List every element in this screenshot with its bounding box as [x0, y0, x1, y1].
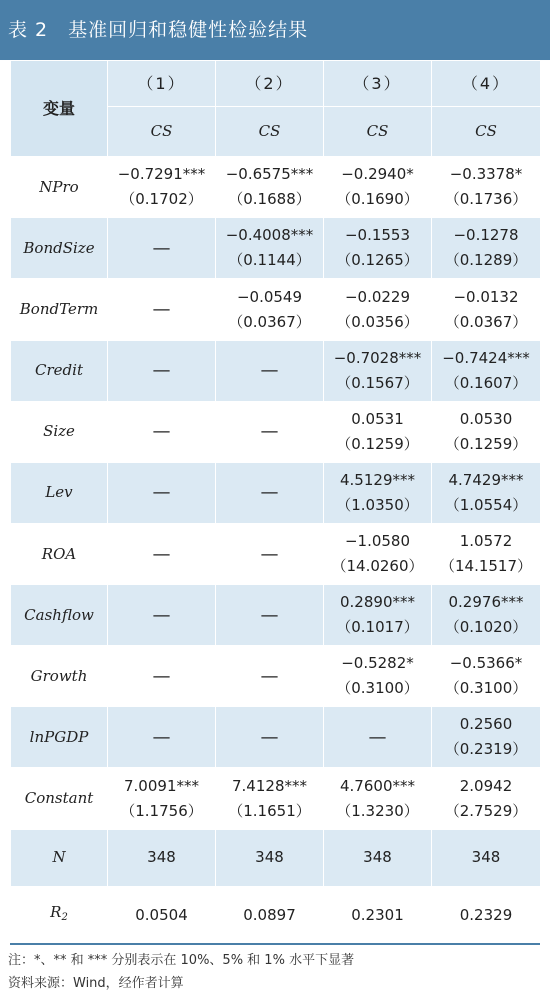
- standard-error-value: （0.1736）: [444, 190, 528, 209]
- coefficient-value: 0.0530: [459, 409, 513, 428]
- table-row: [11, 157, 541, 218]
- standard-error-value: （0.1688）: [228, 190, 311, 209]
- table-row: [11, 523, 541, 584]
- coefficient-value: 0.2890***: [340, 593, 415, 612]
- value-cell: [432, 462, 541, 523]
- table-row: [11, 768, 541, 829]
- variable-name: [11, 218, 108, 279]
- coefficient-value: 2.0942: [459, 776, 513, 795]
- coefficient-value: −0.5282*: [341, 654, 414, 673]
- value-cell: [108, 462, 216, 523]
- standard-error-value: （0.0367）: [444, 312, 528, 331]
- variable-label: Constant: [24, 789, 94, 808]
- header-column-4: （4）: [432, 61, 541, 107]
- standard-error-value: （0.3100）: [444, 679, 528, 698]
- value-cell: [108, 829, 216, 886]
- standard-error-value: （0.0367）: [228, 312, 311, 331]
- table-row: [11, 279, 541, 340]
- variable-label: R: [50, 903, 62, 922]
- coefficient-value: 0.0531: [351, 409, 404, 428]
- value-cell: [216, 829, 324, 886]
- table-row: [11, 886, 541, 944]
- coefficient-value: −0.3378*: [449, 165, 523, 184]
- standard-error-value: （1.3230）: [336, 801, 419, 820]
- value-cell: [324, 340, 432, 401]
- coefficient-value: 0.2301: [351, 905, 404, 924]
- coefficient-value: —: [152, 360, 171, 382]
- coefficient-value: −1.0580: [344, 532, 411, 551]
- value-cell: [432, 279, 541, 340]
- value-cell: [216, 462, 324, 523]
- value-cell: [108, 768, 216, 829]
- table-row: [11, 340, 541, 401]
- header-method-3: CS: [324, 107, 432, 157]
- value-cell: [324, 707, 432, 768]
- coefficient-value: −0.0132: [453, 287, 519, 306]
- value-cell: [432, 157, 541, 218]
- value-cell: [108, 279, 216, 340]
- variable-name: [11, 462, 108, 523]
- header-method-1: CS: [108, 107, 216, 157]
- value-cell: [108, 886, 216, 944]
- coefficient-value: 7.4128***: [232, 776, 307, 795]
- coefficient-value: −0.5366*: [449, 654, 523, 673]
- coefficient-value: 348: [471, 848, 501, 867]
- value-cell: [216, 279, 324, 340]
- variable-name: [11, 523, 108, 584]
- coefficient-value: —: [152, 237, 171, 259]
- standard-error-value: （0.0356）: [336, 312, 419, 331]
- variable-name: [11, 886, 108, 944]
- value-cell: [108, 401, 216, 462]
- value-cell: [324, 585, 432, 646]
- table-row: [11, 646, 541, 707]
- value-cell: [216, 157, 324, 218]
- table-row: [11, 707, 541, 768]
- table-row: [11, 585, 541, 646]
- value-cell: [324, 218, 432, 279]
- value-cell: [324, 279, 432, 340]
- standard-error-value: （0.1259）: [444, 434, 528, 453]
- variable-label: BondSize: [23, 238, 95, 257]
- value-cell: [432, 523, 541, 584]
- table-bottom-rule: [10, 943, 540, 945]
- coefficient-value: −0.0549: [236, 287, 303, 306]
- variable-label: Cashflow: [24, 605, 94, 624]
- variable-label: ROA: [41, 544, 77, 563]
- variable-label: Credit: [35, 361, 83, 380]
- standard-error-value: （0.1017）: [336, 618, 419, 637]
- standard-error-value: （0.1289）: [444, 251, 528, 270]
- value-cell: [324, 462, 432, 523]
- variable-name: [11, 829, 108, 886]
- value-cell: [324, 401, 432, 462]
- value-cell: [108, 646, 216, 707]
- coefficient-value: —: [152, 604, 171, 626]
- variable-label: BondTerm: [19, 300, 99, 319]
- value-cell: [432, 829, 541, 886]
- coefficient-value: 0.2976***: [448, 593, 524, 612]
- source-note: 资料来源：Wind，经作者计算: [8, 976, 184, 991]
- significance-note: 注：*、** 和 *** 分别表示在 10%、5% 和 1% 水平下显著: [8, 953, 355, 968]
- value-cell: [216, 768, 324, 829]
- standard-error-value: （0.3100）: [336, 679, 419, 698]
- coefficient-value: −0.2940*: [341, 165, 414, 184]
- header-column-2: （2）: [216, 61, 324, 107]
- value-cell: [432, 340, 541, 401]
- variable-name: [11, 768, 108, 829]
- coefficient-value: —: [152, 665, 171, 687]
- coefficient-value: —: [152, 543, 171, 565]
- standard-error-value: （2.7529）: [444, 801, 528, 820]
- value-cell: [432, 585, 541, 646]
- variable-name: [11, 340, 108, 401]
- coefficient-value: 0.2329: [459, 905, 513, 924]
- value-cell: [324, 886, 432, 944]
- standard-error-value: （1.1756）: [120, 801, 203, 820]
- value-cell: [432, 707, 541, 768]
- header-method-4: CS: [432, 107, 541, 157]
- coefficient-value: —: [260, 604, 279, 626]
- variable-label: N: [52, 848, 66, 867]
- coefficient-value: 7.0091***: [124, 776, 199, 795]
- standard-error-value: （0.1144）: [228, 251, 311, 270]
- value-cell: [108, 523, 216, 584]
- coefficient-value: 4.7429***: [448, 470, 524, 489]
- table-row: [11, 462, 541, 523]
- header-method-2: CS: [216, 107, 324, 157]
- value-cell: [324, 157, 432, 218]
- value-cell: [324, 829, 432, 886]
- table-row: [11, 829, 541, 886]
- coefficient-value: −0.4008***: [225, 226, 314, 245]
- header-variable-label: 变量: [11, 61, 108, 157]
- coefficient-value: —: [260, 665, 279, 687]
- coefficient-value: —: [260, 543, 279, 565]
- value-cell: [216, 707, 324, 768]
- standard-error-value: （14.0260）: [331, 557, 424, 576]
- coefficient-value: —: [152, 726, 171, 748]
- variable-name: [11, 401, 108, 462]
- coefficient-value: —: [368, 726, 387, 748]
- coefficient-value: 4.5129***: [340, 470, 415, 489]
- coefficient-value: 0.0504: [135, 905, 188, 924]
- coefficient-value: —: [152, 299, 171, 321]
- table-row: [11, 218, 541, 279]
- table-title: 表 2 基准回归和稳健性检验结果: [0, 0, 550, 60]
- standard-error-value: （0.1702）: [120, 190, 203, 209]
- value-cell: [216, 218, 324, 279]
- value-cell: [216, 401, 324, 462]
- coefficient-value: —: [260, 360, 279, 382]
- standard-error-value: （0.1265）: [336, 251, 419, 270]
- regression-table: [10, 60, 541, 945]
- coefficient-value: 4.7600***: [340, 776, 415, 795]
- standard-error-value: （14.1517）: [439, 557, 533, 576]
- coefficient-value: −0.0229: [344, 287, 411, 306]
- variable-name: [11, 279, 108, 340]
- standard-error-value: （0.1690）: [336, 190, 419, 209]
- coefficient-value: —: [152, 421, 171, 443]
- value-cell: [324, 646, 432, 707]
- value-cell: [432, 401, 541, 462]
- value-cell: [216, 886, 324, 944]
- variable-label: Lev: [45, 483, 73, 502]
- standard-error-value: （1.0350）: [336, 495, 419, 514]
- header-column-1: （1）: [108, 61, 216, 107]
- coefficient-value: −0.7028***: [333, 348, 422, 367]
- standard-error-value: （0.1567）: [336, 373, 419, 392]
- coefficient-value: 0.2560: [459, 715, 513, 734]
- value-cell: [432, 218, 541, 279]
- coefficient-value: 1.0572: [459, 532, 513, 551]
- variable-name: [11, 157, 108, 218]
- value-cell: [216, 646, 324, 707]
- value-cell: [432, 768, 541, 829]
- value-cell: [108, 707, 216, 768]
- value-cell: [432, 646, 541, 707]
- variable-label: NPro: [39, 177, 79, 196]
- value-cell: [108, 585, 216, 646]
- variable-label: Growth: [30, 666, 88, 685]
- coefficient-value: 348: [255, 848, 284, 867]
- standard-error-value: （0.2319）: [444, 740, 528, 759]
- value-cell: [432, 886, 541, 944]
- value-cell: [324, 523, 432, 584]
- value-cell: [108, 218, 216, 279]
- coefficient-value: −0.7291***: [117, 165, 206, 184]
- coefficient-value: 348: [363, 848, 392, 867]
- coefficient-value: —: [260, 421, 279, 443]
- standard-error-value: （0.1607）: [444, 373, 528, 392]
- coefficient-value: —: [260, 726, 279, 748]
- value-cell: [216, 523, 324, 584]
- coefficient-value: −0.7424***: [442, 348, 530, 367]
- value-cell: [108, 157, 216, 218]
- variable-label: lnPGDP: [29, 727, 89, 746]
- variable-name: [11, 646, 108, 707]
- coefficient-value: —: [260, 482, 279, 504]
- coefficient-value: −0.6575***: [225, 165, 314, 184]
- variable-subscript: 2: [61, 912, 68, 924]
- value-cell: [216, 585, 324, 646]
- variable-label: Size: [43, 422, 75, 441]
- value-cell: [324, 768, 432, 829]
- header-column-3: （3）: [324, 61, 432, 107]
- value-cell: [108, 340, 216, 401]
- coefficient-value: −0.1278: [453, 226, 519, 245]
- coefficient-value: 348: [147, 848, 176, 867]
- standard-error-value: （0.1020）: [444, 618, 528, 637]
- variable-name: [11, 585, 108, 646]
- coefficient-value: 0.0897: [243, 905, 296, 924]
- standard-error-value: （0.1259）: [336, 434, 419, 453]
- standard-error-value: （1.0554）: [444, 495, 528, 514]
- variable-name: [11, 707, 108, 768]
- coefficient-value: −0.1553: [344, 226, 411, 245]
- table-row: [11, 401, 541, 462]
- coefficient-value: —: [152, 482, 171, 504]
- standard-error-value: （1.1651）: [228, 801, 311, 820]
- header-row-columns: [11, 61, 541, 107]
- value-cell: [216, 340, 324, 401]
